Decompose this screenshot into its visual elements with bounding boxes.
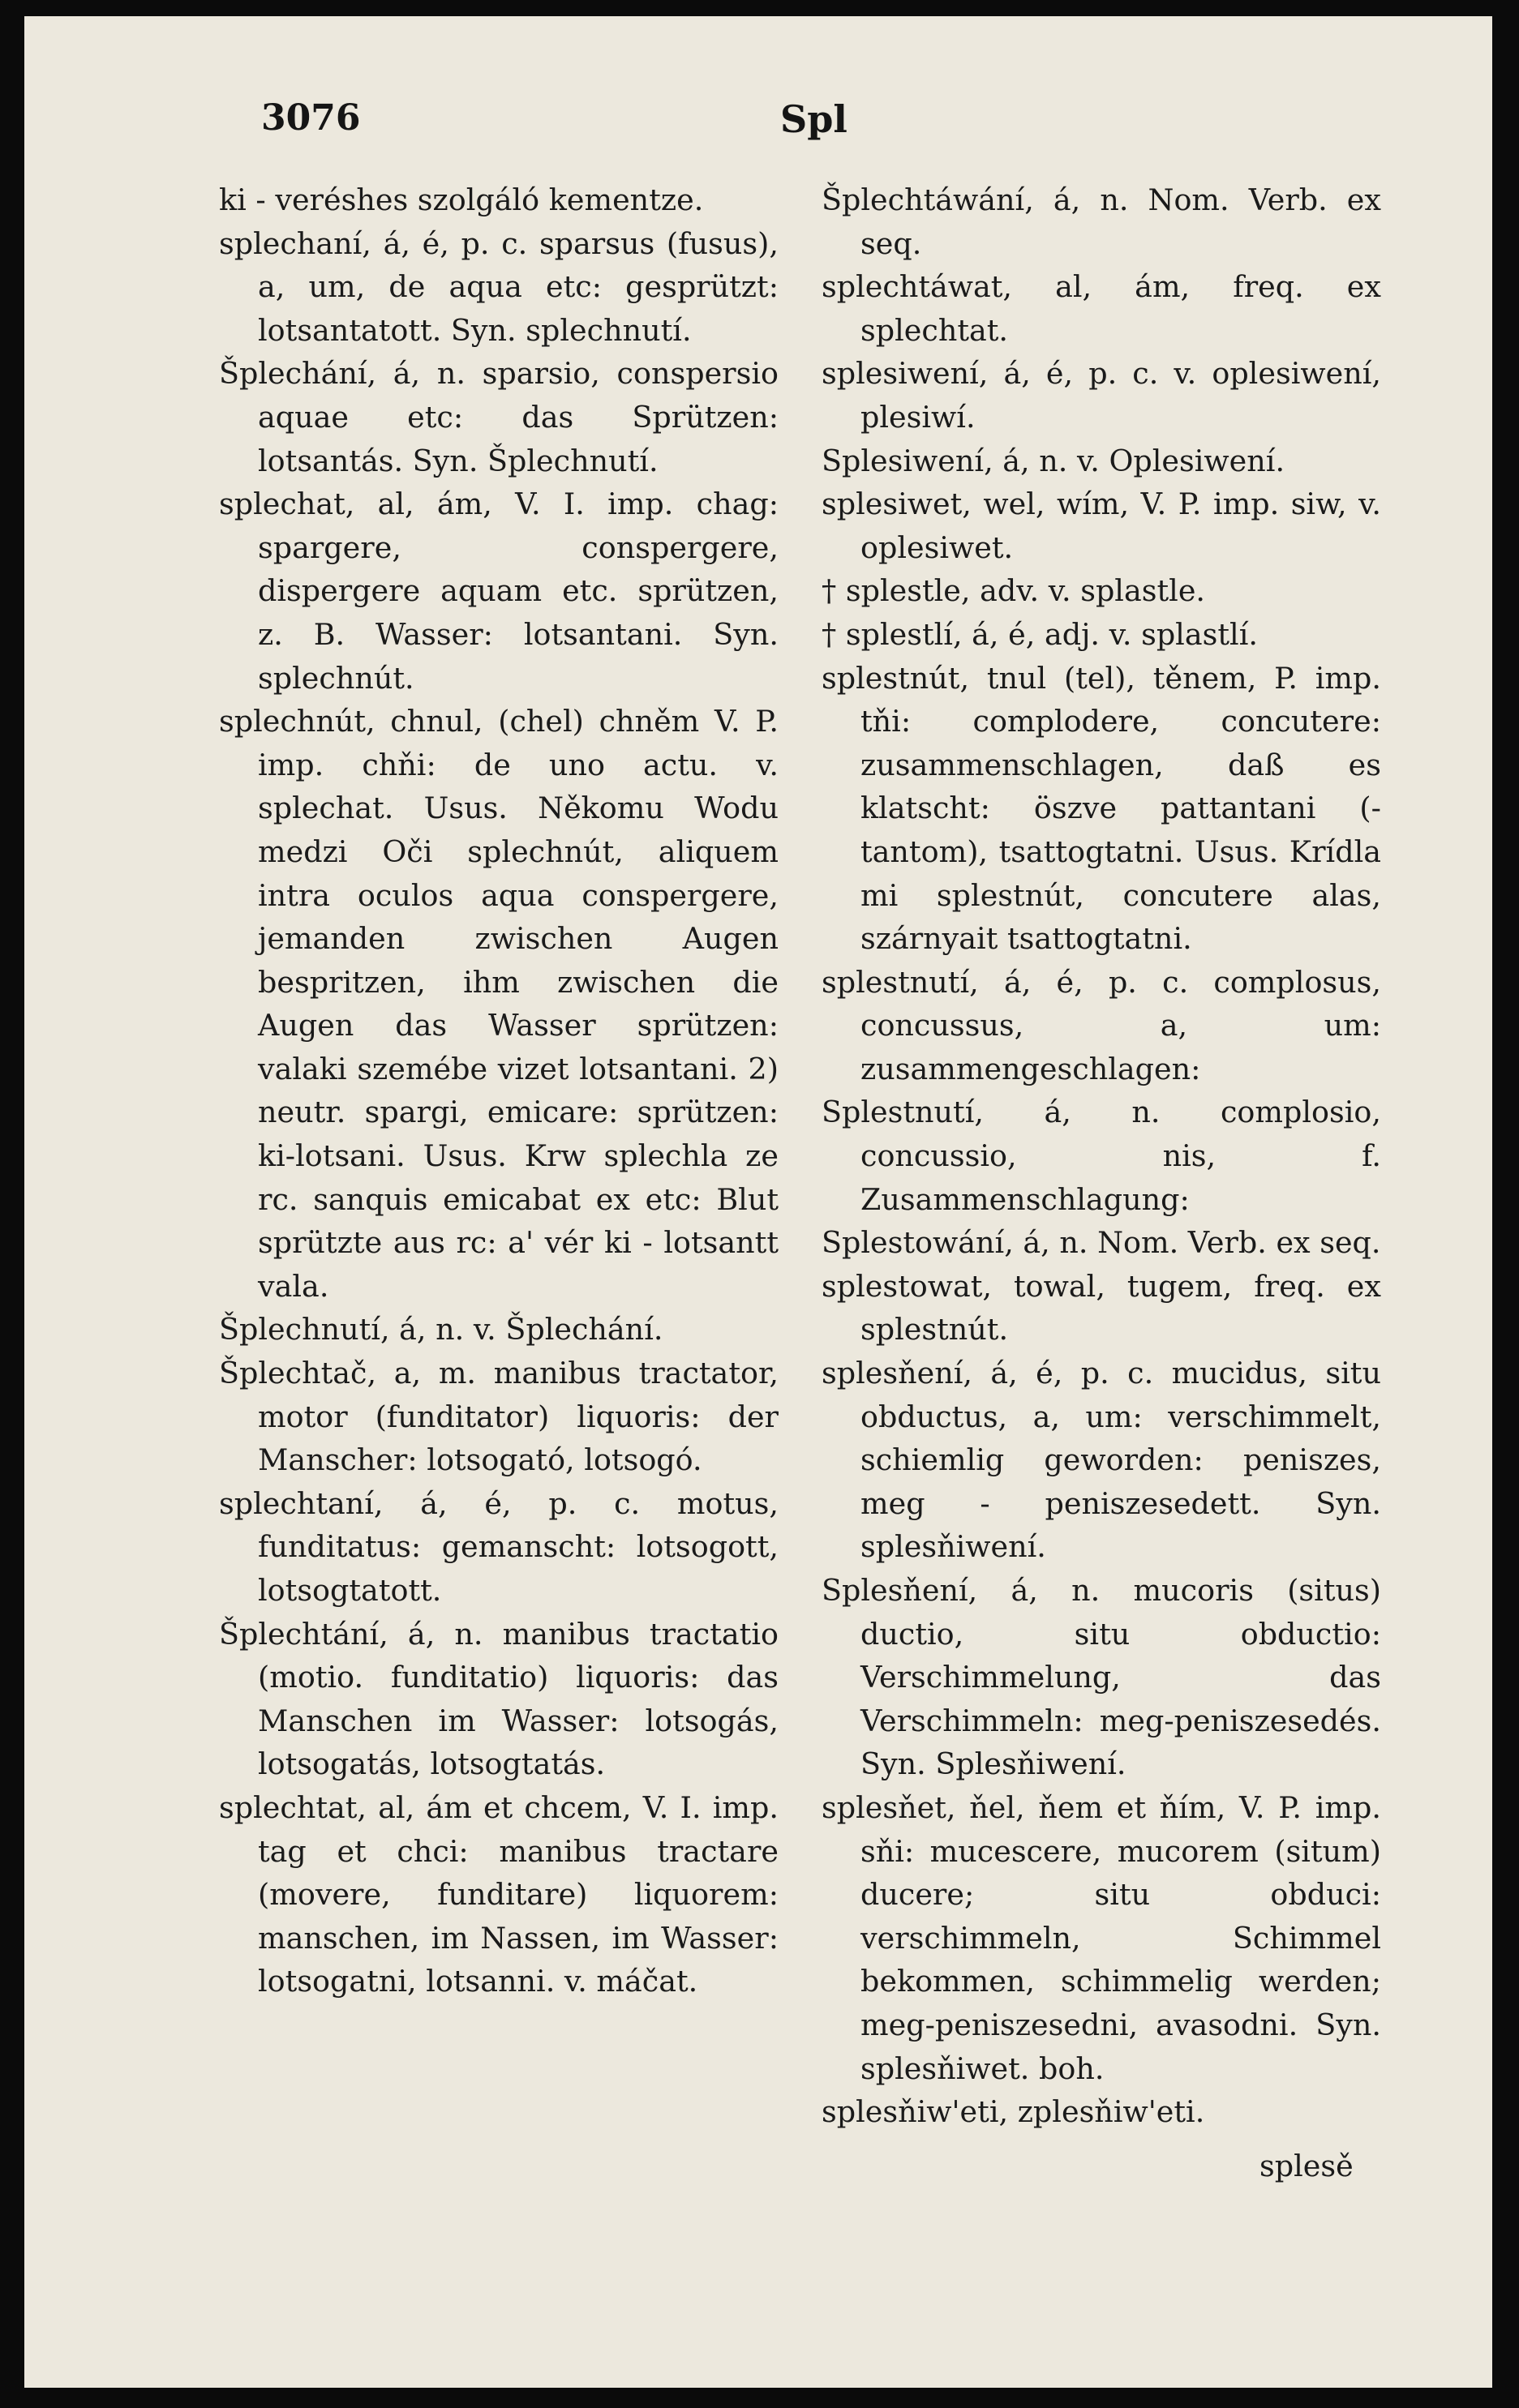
running-head: Spl	[780, 97, 847, 141]
dictionary-entry: splestnutí, á, é, p. c. complosus, concussus, a, um: zusammengeschlagen:	[822, 964, 1381, 1086]
dictionary-entry: splesňení, á, é, p. c. mucidus, situ obductus, a, um: verschimmelt, schiemlig geworden: peniszes, meg - peniszesedett. Syn. splesňiwení.	[822, 1356, 1381, 1565]
dictionary-entry: splesňet, ňel, ňem et ňím, V. P. imp. sňi: mucescere, mucorem (situm) ducere; situ obduci: verschimmeln, Schimmel bekommen, schimmelig werden; meg-peniszesedni, avasodni. Syn. splesňiwet. boh.	[822, 1789, 1381, 2086]
dictionary-page	[24, 16, 1492, 2388]
catchword: splesě	[1259, 2149, 1354, 2183]
dictionary-entry: splechaní, á, é, p. c. sparsus (fusus), a, um, de aqua etc: gesprützt: lotsantatott. Syn. splechnutí.	[219, 225, 779, 348]
page-header	[24, 97, 1492, 146]
dictionary-entry: splechat, al, ám, V. I. imp. chag: spargere, conspergere, dispergere aquam etc. sprützen, z. B. Wasser: lotsantani. Syn. splechnút.	[219, 486, 779, 696]
dictionary-entry: splesiwet, wel, wím, V. P. imp. siw, v. oplesiwet.	[822, 486, 1381, 565]
dictionary-entry: † splestlí, á, é, adj. v. splastlí.	[822, 616, 1258, 652]
dictionary-entry: splesňiw'eti, zplesňiw'eti.	[822, 2094, 1205, 2130]
dictionary-entry: † splestle, adv. v. splastle.	[822, 573, 1206, 609]
dictionary-entry: splechnút, chnul, (chel) chněm V. P. imp. chňi: de uno actu. v. splechat. Usus. Někomu Wodu medzi Oči splechnút, aliquem intra oculos aqua conspergere, jemanden zwischen Augen bespritzen, ihm zwischen die Augen das Wasser sprützen: valaki szemébe vizet lotsantani. 2) neutr. spargi, emicare: sprützen: ki-lotsani. Usus. Krw splechla ze rc. sanquis emicabat ex etc: Blut sprützte aus rc: a' vér ki - lotsantt vala.	[219, 704, 779, 1304]
dictionary-entry: Splestowání, á, n. Nom. Verb. ex seq.	[822, 1225, 1381, 1261]
dictionary-entry: ki - veréshes szolgáló kementze.	[219, 182, 704, 217]
dictionary-entry: Šplechtáwání, á, n. Nom. Verb. ex seq.	[822, 182, 1381, 261]
dictionary-entry: Splestnutí, á, n. complosio, concussio, nis, f. Zusammenschlagung:	[822, 1095, 1381, 1217]
dictionary-entry: Šplechtač, a, m. manibus tractator, motor (funditator) liquoris: der Manscher: lotsogató, lotsogó.	[219, 1356, 779, 1478]
dictionary-entry: splestnút, tnul (tel), těnem, P. imp. tňi: complodere, concutere: zusammenschlagen, daß es klatscht: öszve pattantani (-tantom), tsattogtatni. Usus. Krídla mi splestnút, concutere alas, szárnyait tsattogtatni.	[822, 660, 1381, 957]
dictionary-entry: Šplechnutí, á, n. v. Šplechání.	[219, 1312, 663, 1348]
dictionary-entry: Šplechtání, á, n. manibus tractatio (motio. funditatio) liquoris: das Manschen im Wasser: lotsogás, lotsogatás, lotsogtatás.	[219, 1616, 779, 1782]
dictionary-entry: Splesiwení, á, n. v. Oplesiwení.	[822, 443, 1285, 478]
dictionary-entry: splechtat, al, ám et chcem, V. I. imp. tag et chci: manibus tractare (movere, funditare) liquorem: manschen, im Nassen, im Wasser: lotsogatni, lotsanni. v. máčat.	[219, 1789, 779, 1999]
dictionary-entry: splesiwení, á, é, p. c. v. oplesiwení, plesiwí.	[822, 356, 1381, 435]
dictionary-entry: Splesňení, á, n. mucoris (situs) ductio, situ obductio: Verschimmelung, das Verschimmeln: meg-peniszesedés. Syn. Splesňiwení.	[822, 1573, 1381, 1782]
dictionary-entry: splechtáwat, al, ám, freq. ex splechtat.	[822, 269, 1381, 348]
page-number: 3076	[261, 97, 361, 139]
dictionary-entry: splechtaní, á, é, p. c. motus, funditatus: gemanscht: lotsogott, lotsogtatott.	[219, 1485, 779, 1608]
right-column	[822, 178, 1381, 2134]
dictionary-entry: splestowat, towal, tugem, freq. ex splestnút.	[822, 1268, 1381, 1348]
dictionary-entry: Šplechání, á, n. sparsio, conspersio aquae etc: das Sprützen: lotsantás. Syn. Šplechnutí.	[219, 356, 779, 478]
left-column	[219, 178, 779, 2003]
